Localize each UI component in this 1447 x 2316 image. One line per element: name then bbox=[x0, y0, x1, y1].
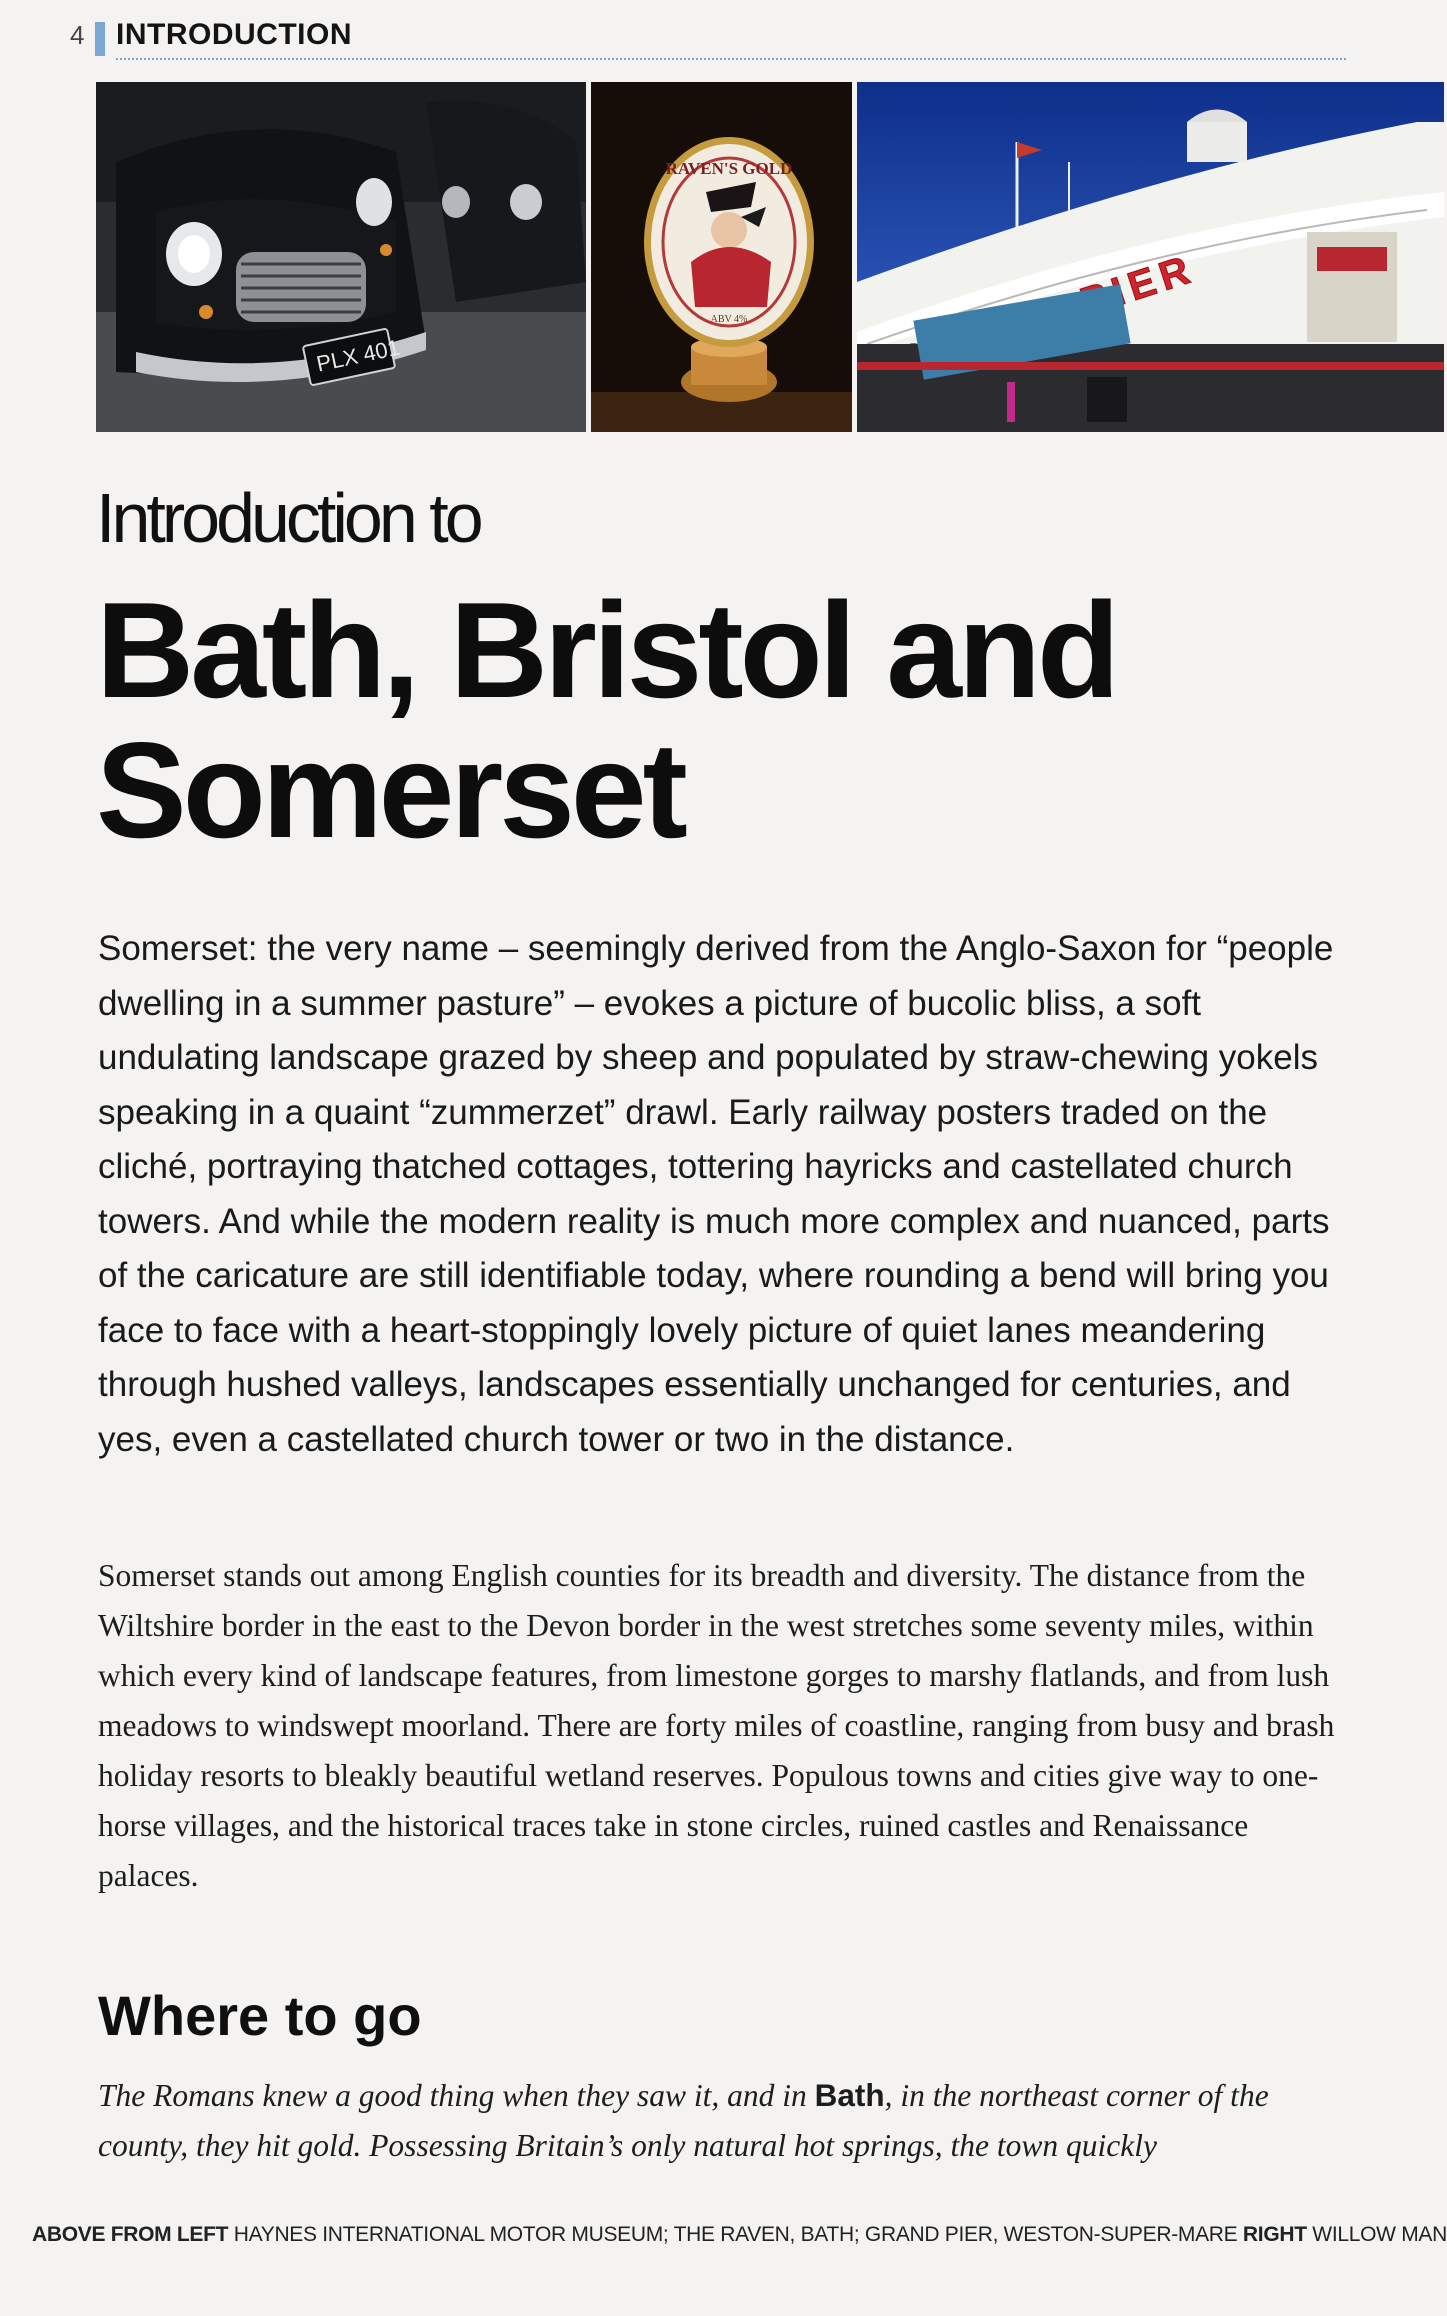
pump-clip-name: RAVEN'S GOLD bbox=[665, 159, 793, 178]
caption-above-text: HAYNES INTERNATIONAL MOTOR MUSEUM; THE RAVEN, BATH; GRAND PIER, WESTON-SUPER-MARE bbox=[233, 2223, 1238, 2246]
pump-clip-abv: ABV 4% bbox=[710, 314, 748, 325]
photo-grand-pier bbox=[857, 82, 1444, 432]
page-number: 4 bbox=[70, 20, 85, 50]
section-title: INTRODUCTION bbox=[116, 18, 352, 51]
where-to-go-paragraph bbox=[98, 2070, 1348, 2171]
header-accent-bar bbox=[95, 22, 105, 56]
where-to-go-text-after: , in the northeast corner of the county, they hit gold. Possessing Britain’s only natural hot springs, the town quickly bbox=[98, 2078, 1269, 2163]
title-prefix: Introduction to bbox=[96, 479, 480, 557]
caption-above-label: ABOVE FROM LEFT bbox=[32, 2223, 229, 2246]
pier-sign-text: PIER bbox=[1075, 246, 1201, 325]
header-dotted-rule bbox=[116, 58, 1346, 60]
where-to-go-heading: Where to go bbox=[98, 1984, 422, 2047]
where-to-go-text-before: The Romans knew a good thing when they saw it, and in bbox=[98, 2078, 815, 2113]
body-paragraph: Somerset stands out among English counties for its breadth and diversity. The distance from the Wiltshire border in the east to the Devon border in the west stretches some seventy miles, within which every kind of landscape features, from limestone gorges to marshy flatlands, and from lush meadows to windswept moorland. There are forty miles of coastline, ranging from busy and brash holiday resorts to bleakly beautiful wetland reserves. Populous towns and cities give way to one-horse villages, and the historical traces take in stone circles, ruined castles and Renaissance palaces. bbox=[98, 1558, 1335, 1893]
where-to-go-highlight: Bath bbox=[814, 2077, 885, 2113]
photo-caption bbox=[32, 2223, 1447, 2247]
page-title-line-1: Bath, Bristol and bbox=[96, 574, 1117, 726]
photo-ravens-gold-pump-clip bbox=[591, 82, 852, 432]
photo-vintage-cars bbox=[96, 82, 586, 432]
page-title bbox=[96, 574, 1296, 866]
caption-right-text: WILLOW MAN bbox=[1312, 2223, 1447, 2246]
car-plate-text: PLX 401 bbox=[314, 334, 402, 377]
intro-paragraph: Somerset: the very name – seemingly derived from the Anglo-Saxon for “people dwelling in a summer pasture” – evokes a picture of bucolic bliss, a soft undulating landscape grazed by sheep and populated by straw-chewing yokels speaking in a quaint “zummerzet” drawl. Early railway posters traded on the cliché, portraying thatched cottages, tottering hayricks and castellated church towers. And while the modern reality is much more complex and nuanced, parts of the caricature are still identifiable today, where rounding a bend will bring you face to face with a heart-stoppingly lovely picture of quiet lanes meandering through hushed valleys, landscapes essentially unchanged for centuries, and yes, even a castellated church tower or two in the distance. bbox=[98, 929, 1334, 1459]
page-title-line-2: Somerset bbox=[96, 714, 684, 866]
page-header bbox=[66, 16, 1346, 60]
caption-right-label: RIGHT bbox=[1242, 2223, 1307, 2246]
